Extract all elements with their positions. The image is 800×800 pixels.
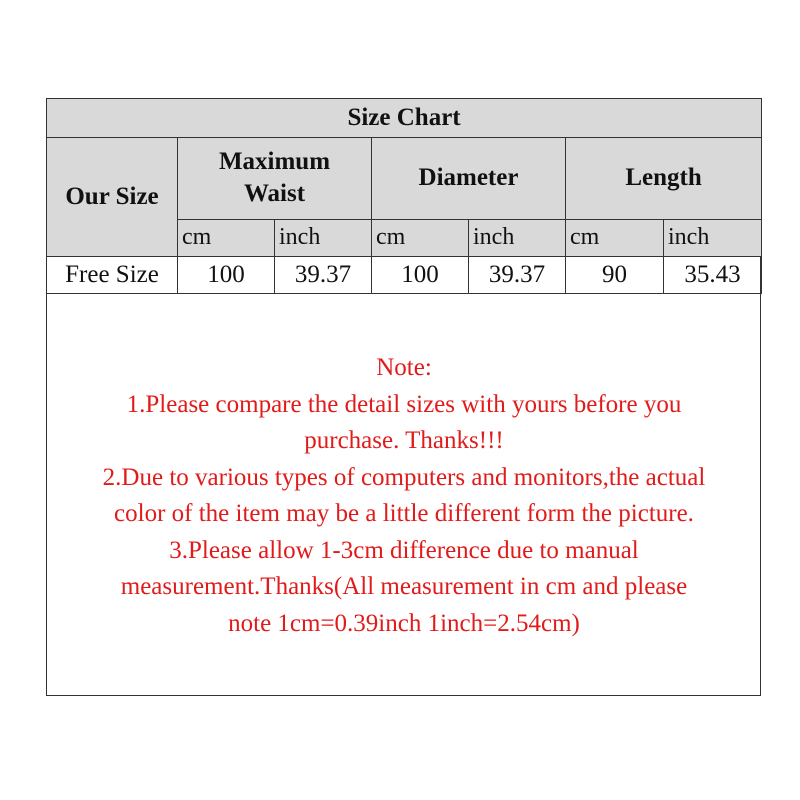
note-line: purchase. Thanks!!!	[304, 427, 504, 454]
note-line: 2.Due to various types of computers and monitors,the actual	[102, 463, 706, 491]
size-chart-table	[46, 98, 762, 294]
maximum-waist-header-line1: Maximum	[218, 148, 331, 176]
note-line: color of the item may be a little different form the picture.	[114, 500, 694, 527]
maximum-waist-header-line2: Waist	[243, 180, 306, 208]
unit-waist-inch: inch	[275, 219, 372, 256]
diameter-cm-cell: 100	[372, 257, 469, 294]
unit-length-inch: inch	[664, 219, 762, 256]
diameter-inch-cell: 39.37	[469, 257, 566, 294]
table-title: Size Chart	[47, 99, 762, 138]
size-cell: Free Size	[47, 257, 178, 294]
unit-length-cm: cm	[566, 219, 664, 256]
unit-waist-cm: cm	[178, 219, 275, 256]
length-inch-cell: 35.43	[664, 257, 762, 294]
table-row	[47, 257, 762, 294]
note-heading: Note:	[376, 354, 432, 381]
note-line: 3.Please allow 1-3cm difference due to manual	[169, 536, 639, 564]
unit-diameter-inch: inch	[469, 219, 566, 256]
note-block	[52, 350, 756, 642]
diameter-header: Diameter	[372, 138, 566, 220]
length-header: Length	[566, 138, 762, 220]
waist-inch-cell: 39.37	[275, 257, 372, 294]
note-line: 1.Please compare the detail sizes with yours before you	[126, 390, 682, 418]
length-cm-cell: 90	[566, 257, 664, 294]
unit-diameter-cm: cm	[372, 219, 469, 256]
note-line: measurement.Thanks(All measurement in cm and please	[120, 573, 688, 600]
maximum-waist-header	[178, 138, 372, 220]
our-size-header: Our Size	[47, 138, 178, 257]
note-line: note 1cm=0.39inch 1inch=2.54cm)	[228, 609, 580, 637]
waist-cm-cell: 100	[178, 257, 275, 294]
